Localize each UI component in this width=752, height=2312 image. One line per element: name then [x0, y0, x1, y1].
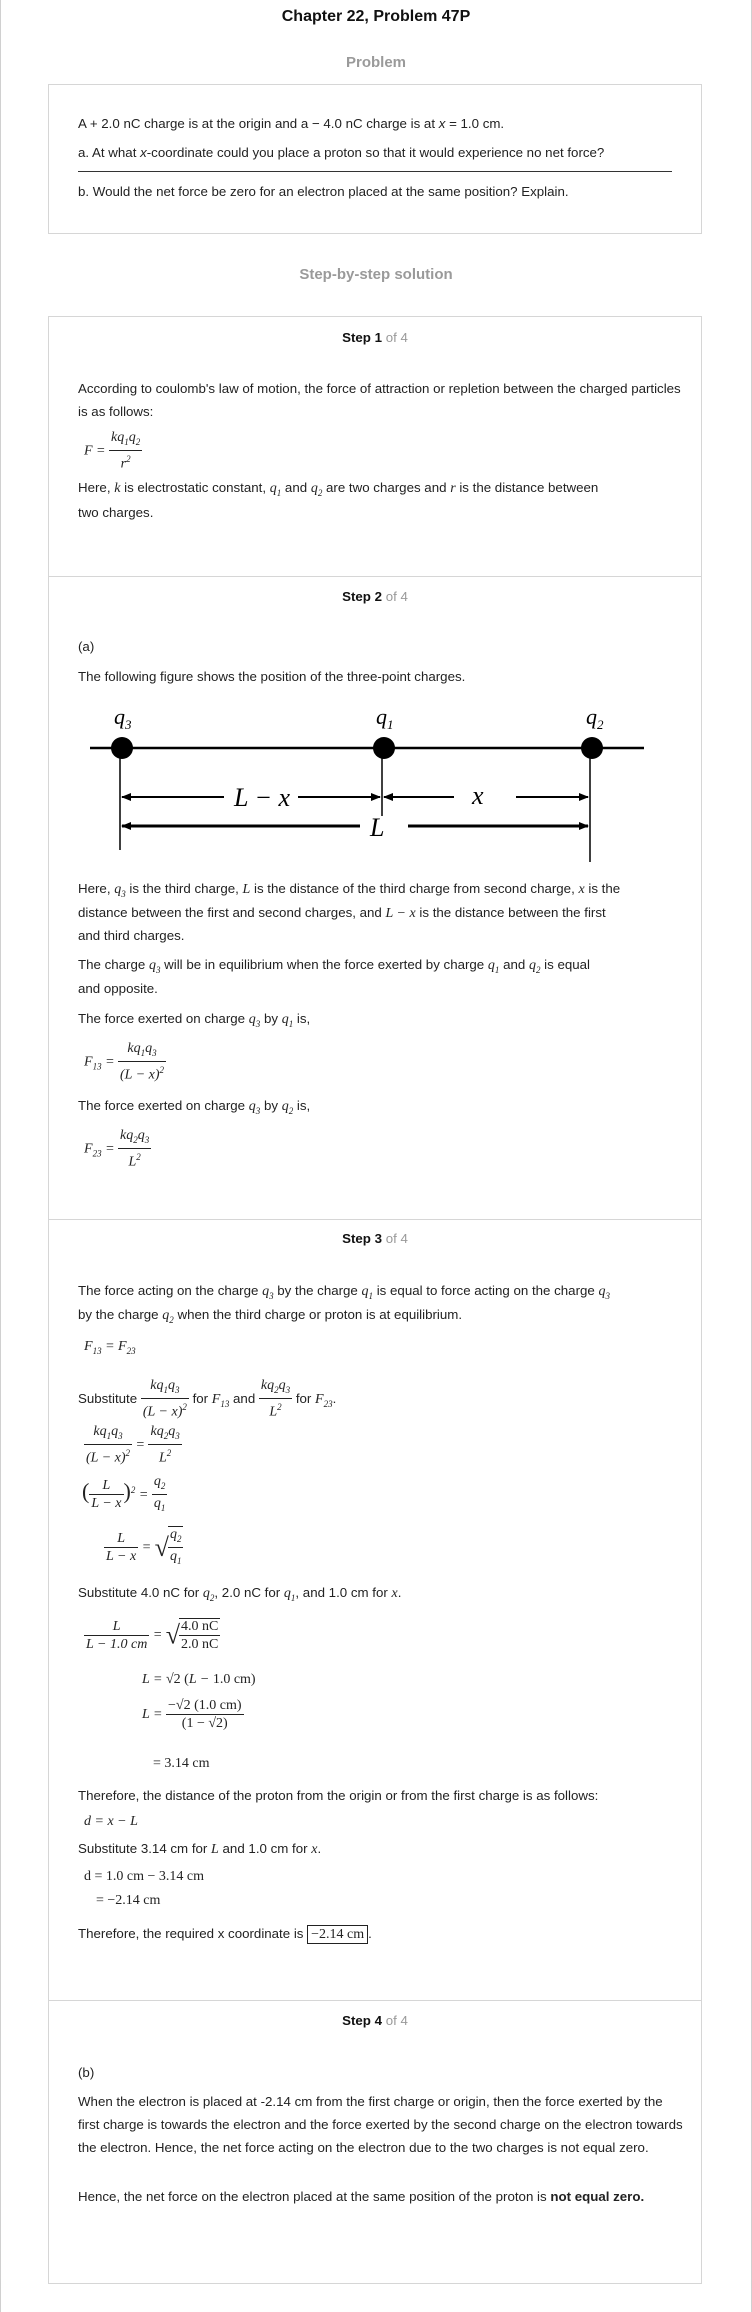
eq-substituted: $\frac{kq_1q_3}{(L - x)^2}$ = $\frac{kq_2q_3}{L^2}$ [86, 1424, 180, 1466]
coulomb-formula: F = $\frac{kq_1q_2}{r^2}$ [84, 430, 141, 472]
eq-L-solved: L = $\frac{-√2 (1.0 cm)}{(1 - √2)}$ [142, 1698, 242, 1731]
eq-numeric-root: $\frac{L}{L - 1.0 cm}$ = √ $\frac{4.0 nC}{2.0 nC}$ [86, 1618, 219, 1652]
problem-divider [78, 171, 672, 172]
step4-part-b: (b) [78, 2065, 95, 2080]
problem-part-a: a. At what x-coordinate could you place a proton so that it would experience no net force? [78, 145, 605, 160]
page-title: Chapter 22, Problem 47P [281, 8, 471, 25]
eq-d-values: d = 1.0 cm − 3.14 cm [84, 1869, 204, 1884]
step2-here-3: and third charges. [78, 928, 185, 943]
label-L-minus-x: L − x [234, 783, 291, 812]
problem-line1: A + 2.0 nC charge is at the origin and a − 4.0 nC charge is at x = 1.0 cm. [78, 116, 505, 131]
step2-here-1: Here, $q_3$ is the third charge, L is the distance of the third charge from second charge, x is the [78, 881, 621, 899]
label-x: x [472, 781, 484, 810]
f13-formula: $F_{13}$ = $\frac{kq_1q_3}{(L - x)^2}$ [84, 1041, 165, 1083]
step-1-header: Step 1 of 4 [342, 330, 408, 345]
eq-L-result: = 3.14 cm [153, 1756, 210, 1771]
force-equality: $F_{13} = F_{23}$ [84, 1339, 136, 1356]
step3-line2: by the charge $q_2$ when the third charge or proton is at equilibrium. [78, 1307, 463, 1325]
label-q2: $q_2$ [586, 704, 604, 732]
step-divider [48, 576, 702, 577]
eq-d: d = x − L [84, 1814, 138, 1829]
step-divider [48, 1219, 702, 1220]
therefore-distance: Therefore, the distance of the proton from the origin or from the first charge is as follows: [78, 1788, 599, 1803]
step2-f23-text: The force exerted on charge $q_3$ by $q_2$ is, [78, 1098, 311, 1116]
solution-heading: Step-by-step solution [299, 266, 453, 283]
charge-q2-dot [581, 737, 603, 759]
eq-L-expression: L = √2 (L − 1.0 cm) [142, 1672, 256, 1687]
label-q1: $q_1$ [376, 704, 394, 732]
eq-d-result: = −2.14 cm [96, 1893, 161, 1908]
step3-line1: The force acting on the charge $q_3$ by the charge $q_1$ is equal to force acting on the charge $q_3$ [78, 1283, 610, 1301]
left-border [0, 0, 1, 2312]
charges-figure [84, 700, 658, 870]
step2-equilibrium-2: and opposite. [78, 981, 158, 996]
step2-fig-intro: The following figure shows the position of the three-point charges. [78, 669, 466, 684]
step2-here-2: distance between the first and second charges, and L − x is the distance between the first [78, 905, 606, 921]
step1-here: Here, k is electrostatic constant, $q_1$ and $q_2$ are two charges and r is the distance between [78, 480, 599, 498]
problem-heading: Problem [345, 54, 406, 71]
step-divider [48, 2000, 702, 2001]
eq-ratio-squared: ( $\frac{L}{L - x}$ )$^2$ = $\frac{q_2}{q_1}$ [82, 1474, 167, 1517]
label-q3: $q_3$ [114, 704, 132, 732]
step4-para1: When the electron is placed at -2.14 cm from the first charge or origin, then the force exerted by the first charge is towards the electron and the force exerted by the second charge on the electron towards the electron. Hence, the net force acting on the electron due to the two charges is not equal zero. [78, 2094, 683, 2155]
step1-here-cont: two charges. [78, 505, 154, 520]
step2-equilibrium-1: The charge $q_3$ will be in equilibrium when the force exerted by charge $q_1$ and $q_2$ is equal [78, 957, 591, 975]
final-answer-line: Therefore, the required x coordinate is −2.14 cm . [78, 1926, 372, 1942]
step1-intro: According to coulomb's law of motion, the force of attraction or repletion between the charged particles is as follows: [78, 381, 681, 419]
charge-q3-dot [111, 737, 133, 759]
step2-part-a: (a) [78, 639, 95, 654]
step-3-header: Step 3 of 4 [342, 1231, 408, 1246]
label-L: L [370, 813, 385, 842]
substitute-d: Substitute 3.14 cm for L and 1.0 cm for x. [78, 1841, 322, 1857]
step-2-header: Step 2 of 4 [342, 589, 408, 604]
substitute-values: Substitute 4.0 nC for $q_2$, 2.0 nC for $q_1$, and 1.0 cm for x. [78, 1585, 402, 1603]
charge-q1-dot [373, 737, 395, 759]
problem-part-b: b. Would the net force be zero for an electron placed at the same position? Explain. [78, 184, 569, 199]
eq-ratio-root: $\frac{L}{L - x}$ = √ $\frac{q_2}{q_1}$ [104, 1526, 183, 1570]
step2-f13-text: The force exerted on charge $q_3$ by $q_1$ is, [78, 1011, 311, 1029]
f23-formula: $F_{23}$ = $\frac{kq_2q_3}{L^2}$ [84, 1128, 150, 1170]
substitute-forces: Substitute $\frac{kq_1q_3}{(L - x)^2}$ for $F_{13}$ and $\frac{kq_2q_3}{L^2}$ for $F_{23}$. [78, 1378, 337, 1420]
step4-para2: Hence, the net force on the electron placed at the same position of the proton is not equal zero. [78, 2189, 645, 2204]
answer-box: −2.14 cm [307, 1925, 368, 1944]
step-4-header: Step 4 of 4 [342, 2013, 408, 2028]
